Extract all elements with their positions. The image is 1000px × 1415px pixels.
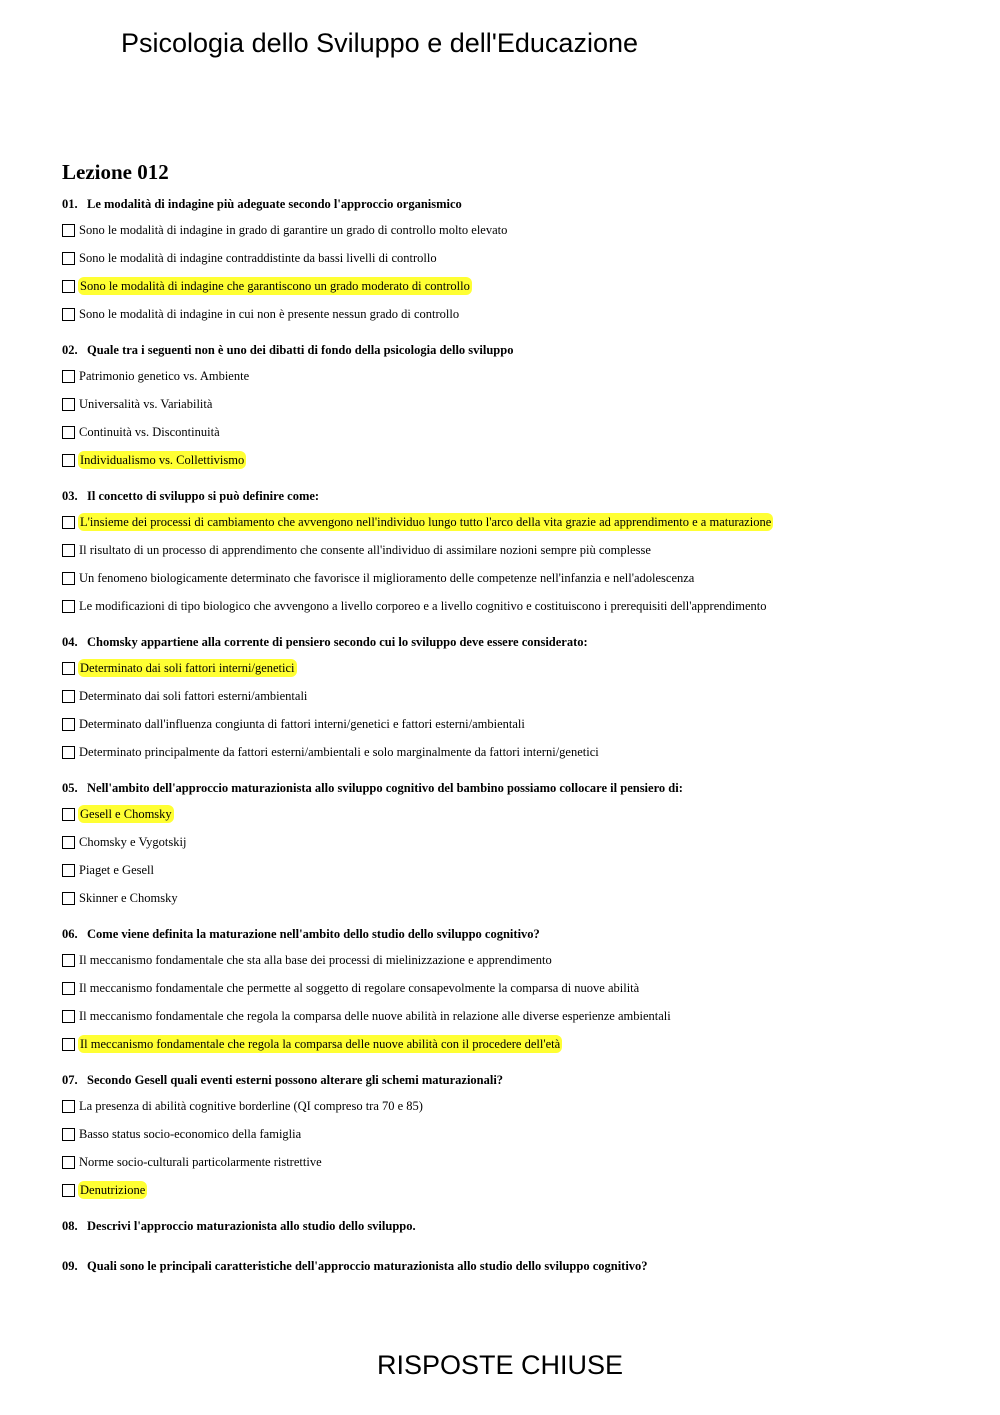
question-heading — [62, 486, 962, 506]
answer-text: Sono le modalità di indagine contraddistinte da bassi livelli di controllo — [79, 251, 437, 265]
answer-option[interactable] — [62, 654, 962, 682]
answer-checkbox[interactable] — [62, 1184, 75, 1197]
answer-text: Sono le modalità di indagine in cui non è presente nessun grado di controllo — [79, 307, 460, 321]
question-heading — [62, 632, 962, 652]
footer-title: RISPOSTE CHIUSE — [376, 1350, 624, 1380]
answer-checkbox[interactable] — [62, 808, 75, 821]
question-06 — [62, 924, 962, 1058]
answer-option[interactable] — [62, 272, 962, 300]
question-07 — [62, 1070, 962, 1204]
correct-answer-text: Gesell e Chomsky — [80, 807, 172, 821]
question-heading — [62, 924, 962, 944]
answer-option[interactable] — [62, 564, 962, 592]
question-text: Quali sono le principali caratteristiche dell'approccio maturazionista allo studio dello sviluppo cognitivo? — [87, 1259, 648, 1273]
answer-checkbox[interactable] — [62, 1010, 75, 1023]
correct-answer-text: Denutrizione — [80, 1183, 146, 1197]
document-title: Psicologia dello Sviluppo e dell'Educazione — [121, 28, 638, 58]
answer-checkbox[interactable] — [62, 746, 75, 759]
answer-option[interactable] — [62, 828, 962, 856]
question-04 — [62, 632, 962, 766]
answer-text: Determinato principalmente da fattori esterni/ambientali e solo marginalmente da fattori interni/genetici — [79, 745, 599, 759]
answer-option[interactable] — [62, 738, 962, 766]
answer-checkbox[interactable] — [62, 600, 75, 613]
question-02 — [62, 340, 962, 474]
answer-option[interactable] — [62, 946, 962, 974]
question-text: Chomsky appartiene alla corrente di pensiero secondo cui lo sviluppo deve essere considerato: — [87, 635, 588, 649]
answer-text: Un fenomeno biologicamente determinato che favorisce il miglioramento delle competenze nell'infanzia e nell'adolescenza — [79, 571, 695, 585]
correct-answer-text: Sono le modalità di indagine che garantiscono un grado moderato di controllo — [80, 279, 470, 293]
answer-checkbox[interactable] — [62, 690, 75, 703]
answer-text: La presenza di abilità cognitive borderline (QI compreso tra 70 e 85) — [79, 1099, 423, 1113]
answer-checkbox[interactable] — [62, 836, 75, 849]
question-heading — [62, 1216, 962, 1236]
question-text: Le modalità di indagine più adeguate secondo l'approccio organismico — [87, 197, 462, 211]
answer-checkbox[interactable] — [62, 982, 75, 995]
answer-checkbox[interactable] — [62, 544, 75, 557]
question-number: 03. — [62, 489, 78, 503]
answer-option[interactable] — [62, 1002, 962, 1030]
answer-text: Sono le modalità di indagine in grado di garantire un grado di controllo molto elevato — [79, 223, 508, 237]
answer-option[interactable] — [62, 216, 962, 244]
answer-text: Il meccanismo fondamentale che sta alla base dei processi di mielinizzazione e apprendimento — [79, 953, 552, 967]
answer-text: Il meccanismo fondamentale che permette al soggetto di regolare consapevolmente la comparsa di nuove abilità — [79, 981, 640, 995]
answer-option[interactable] — [62, 446, 962, 474]
answer-option[interactable] — [62, 300, 962, 328]
question-number: 06. — [62, 927, 78, 941]
question-number: 02. — [62, 343, 78, 357]
answer-checkbox[interactable] — [62, 1156, 75, 1169]
answer-text: Basso status socio-economico della famiglia — [79, 1127, 302, 1141]
answer-option[interactable] — [62, 974, 962, 1002]
question-number: 07. — [62, 1073, 78, 1087]
answer-checkbox[interactable] — [62, 370, 75, 383]
question-text: Come viene definita la maturazione nell'ambito dello studio dello sviluppo cognitivo? — [87, 927, 540, 941]
answer-text: Determinato dai soli fattori esterni/ambientali — [79, 689, 308, 703]
question-heading — [62, 1256, 962, 1276]
answer-checkbox[interactable] — [62, 1128, 75, 1141]
question-text: Nell'ambito dell'approccio maturazionista allo sviluppo cognitivo del bambino possiamo collocare il pensiero di: — [87, 781, 683, 795]
answer-text: Norme socio-culturali particolarmente ristrettive — [79, 1155, 322, 1169]
answer-checkbox[interactable] — [62, 892, 75, 905]
question-heading — [62, 194, 962, 214]
answer-option[interactable] — [62, 244, 962, 272]
answer-option[interactable] — [62, 592, 962, 620]
question-01 — [62, 194, 962, 328]
answer-text: Chomsky e Vygotskij — [79, 835, 187, 849]
answer-checkbox[interactable] — [62, 1100, 75, 1113]
answer-checkbox[interactable] — [62, 516, 75, 529]
answer-checkbox[interactable] — [62, 308, 75, 321]
answer-option[interactable] — [62, 1176, 962, 1204]
answer-text: Universalità vs. Variabilità — [79, 397, 213, 411]
correct-answer-text: Individualismo vs. Collettivismo — [80, 453, 245, 467]
answer-option[interactable] — [62, 418, 962, 446]
answer-option[interactable] — [62, 800, 962, 828]
answer-option[interactable] — [62, 508, 962, 536]
answer-option[interactable] — [62, 536, 962, 564]
answer-option[interactable] — [62, 682, 962, 710]
answer-checkbox[interactable] — [62, 572, 75, 585]
question-text: Descrivi l'approccio maturazionista allo studio dello sviluppo. — [87, 1219, 416, 1233]
question-heading — [62, 340, 962, 360]
answer-checkbox[interactable] — [62, 398, 75, 411]
question-number: 08. — [62, 1219, 78, 1233]
answer-text: Il risultato di un processo di apprendimento che consente all'individuo di assimilare nozioni sempre più complesse — [79, 543, 651, 557]
answer-checkbox[interactable] — [62, 864, 75, 877]
answer-option[interactable] — [62, 856, 962, 884]
question-08 — [62, 1216, 962, 1236]
answer-option[interactable] — [62, 1030, 962, 1058]
answer-checkbox[interactable] — [62, 426, 75, 439]
correct-answer-text: Il meccanismo fondamentale che regola la comparsa delle nuove abilità con il procedere dell'età — [80, 1037, 561, 1051]
answer-option[interactable] — [62, 710, 962, 738]
answer-option[interactable] — [62, 1120, 962, 1148]
question-number: 09. — [62, 1259, 78, 1273]
question-text: Secondo Gesell quali eventi esterni possono alterare gli schemi maturazionali? — [87, 1073, 504, 1087]
question-03 — [62, 486, 962, 620]
question-05 — [62, 778, 962, 912]
answer-text: Il meccanismo fondamentale che regola la comparsa delle nuove abilità in relazione alle diverse esperienze ambientali — [79, 1009, 671, 1023]
answer-checkbox[interactable] — [62, 718, 75, 731]
correct-answer-text: L'insieme dei processi di cambiamento che avvengono nell'individuo lungo tutto l'arco della vita grazie ad apprendimento e a maturazione — [80, 515, 772, 529]
answer-option[interactable] — [62, 390, 962, 418]
answer-checkbox[interactable] — [62, 954, 75, 967]
answer-text: Piaget e Gesell — [79, 863, 154, 877]
answer-text: Continuità vs. Discontinuità — [79, 425, 220, 439]
answer-checkbox[interactable] — [62, 280, 75, 293]
answer-checkbox[interactable] — [62, 1038, 75, 1051]
answer-option[interactable] — [62, 1148, 962, 1176]
answer-checkbox[interactable] — [62, 454, 75, 467]
correct-answer-text: Determinato dai soli fattori interni/genetici — [80, 661, 295, 675]
answer-option[interactable] — [62, 884, 962, 912]
answer-text: Determinato dall'influenza congiunta di fattori interni/genetici e fattori esterni/ambientali — [79, 717, 525, 731]
answer-checkbox[interactable] — [62, 224, 75, 237]
question-number: 01. — [62, 197, 78, 211]
answer-checkbox[interactable] — [62, 252, 75, 265]
question-heading — [62, 1070, 962, 1090]
question-number: 05. — [62, 781, 78, 795]
question-list — [62, 194, 962, 1296]
question-text: Quale tra i seguenti non è uno dei dibatti di fondo della psicologia dello sviluppo — [87, 343, 514, 357]
answer-checkbox[interactable] — [62, 662, 75, 675]
question-text: Il concetto di sviluppo si può definire come: — [87, 489, 320, 503]
answer-option[interactable] — [62, 1092, 962, 1120]
question-heading — [62, 778, 962, 798]
answer-text: Patrimonio genetico vs. Ambiente — [79, 369, 250, 383]
lesson-heading: Lezione 012 — [62, 160, 169, 184]
question-09 — [62, 1256, 962, 1276]
answer-text: Le modificazioni di tipo biologico che avvengono a livello corporeo e a livello cognitivo e costituiscono i prerequisiti dell'apprendimento — [79, 599, 767, 613]
answer-option[interactable] — [62, 362, 962, 390]
answer-text: Skinner e Chomsky — [79, 891, 178, 905]
question-number: 04. — [62, 635, 78, 649]
